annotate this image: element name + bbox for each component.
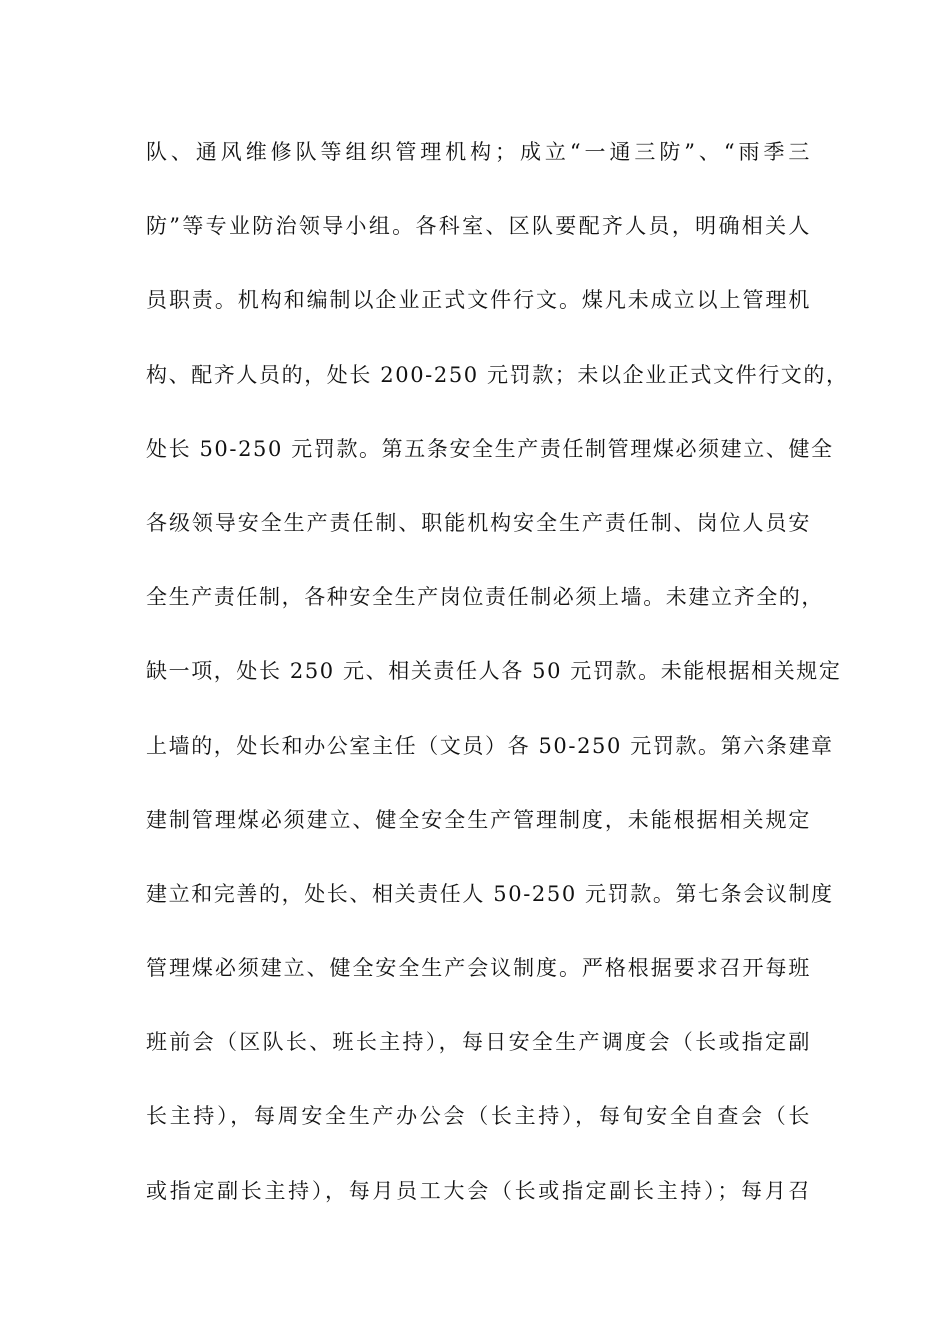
text-line: 班前会（区队长、班长主持），每日安全生产调度会（长或指定副 — [146, 1030, 811, 1055]
text-line: 缺一项，处长 250 元、相关责任人各 50 元罚款。未能根据相关规定 — [146, 659, 842, 684]
text-line: 建立和完善的，处长、相关责任人 50-250 元罚款。第七条会议制度 — [146, 881, 834, 906]
body-text — [146, 134, 849, 1247]
text-line: 各级领导安全生产责任制、职能机构安全生产责任制、岗位人员安 — [146, 510, 811, 535]
text-line: 上墙的，处长和办公室主任（文员）各 50-250 元罚款。第六条建章 — [146, 733, 834, 758]
text-line: 全生产责任制，各种安全生产岗位责任制必须上墙。未建立齐全的， — [146, 585, 824, 610]
text-line: 建制管理煤必须建立、健全安全生产管理制度，未能根据相关规定 — [146, 807, 811, 832]
text-line: 员职责。机构和编制以企业正式文件行文。煤凡未成立以上管理机 — [146, 288, 811, 313]
text-line: 防”等专业防治领导小组。各科室、区队要配齐人员，明确相关人 — [146, 214, 811, 239]
text-line: 或指定副长主持），每月员工大会（长或指定副长主持）；每月召 — [146, 1178, 811, 1203]
text-line: 管理煤必须建立、健全安全生产会议制度。严格根据要求召开每班 — [146, 956, 811, 981]
text-line: 队、通风维修队等组织管理机构；成立“一通三防”、“雨季三 — [146, 140, 811, 164]
text-line: 处长 50-250 元罚款。第五条安全生产责任制管理煤必须建立、健全 — [146, 436, 834, 461]
text-line: 长主持），每周安全生产办公会（长主持），每旬安全自查会（长 — [146, 1104, 811, 1129]
text-line: 构、配齐人员的，处长 200-250 元罚款；未以企业正式文件行文的， — [146, 362, 849, 387]
